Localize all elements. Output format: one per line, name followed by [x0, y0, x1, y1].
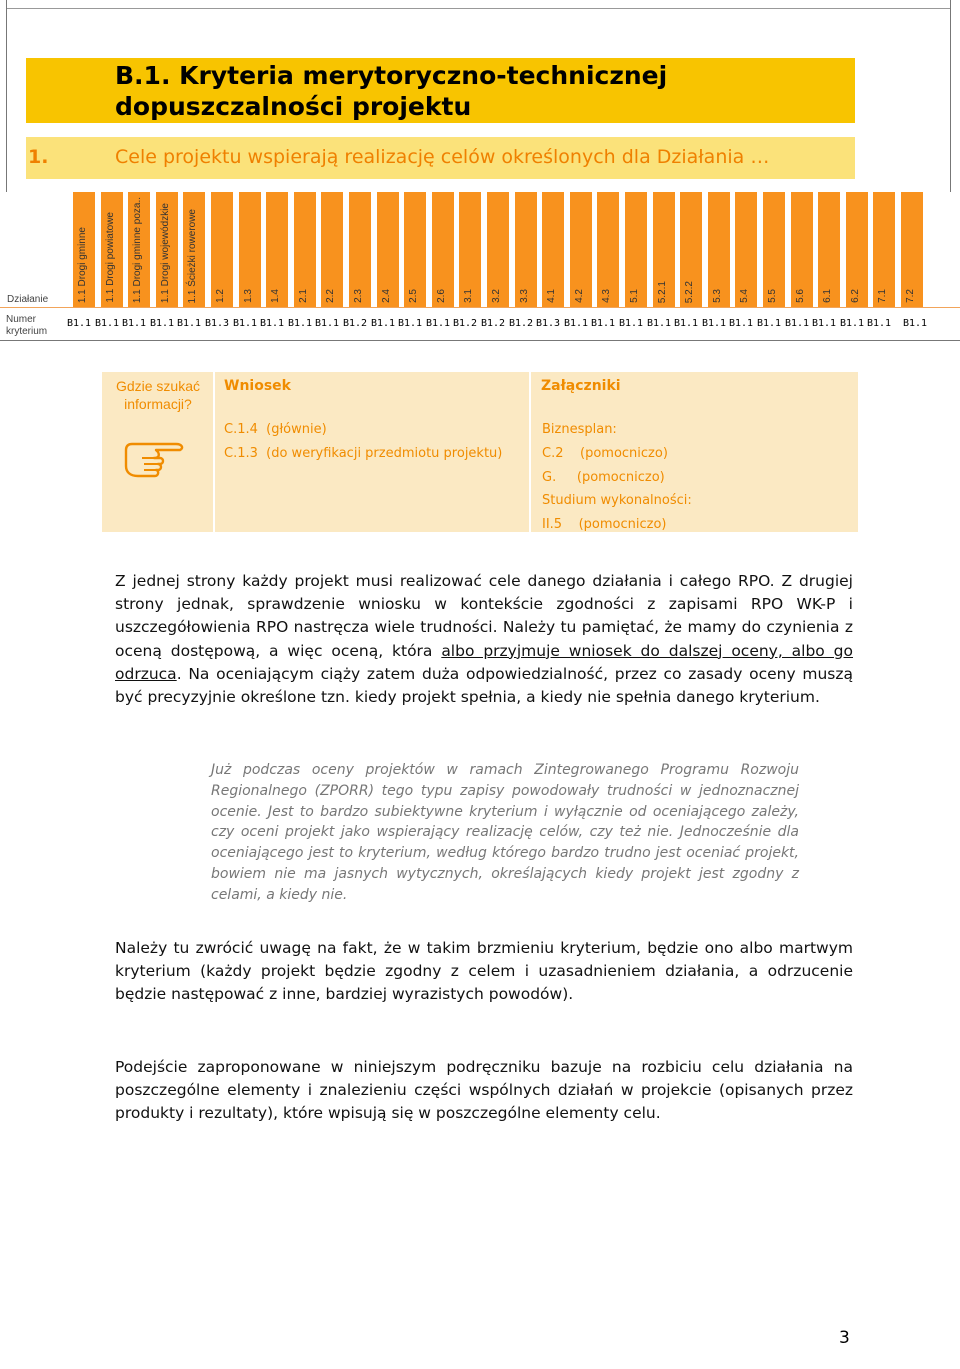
kryterium-number: B1.1	[812, 318, 837, 329]
dzialanie-column-header	[625, 192, 647, 307]
kryterium-number: B1.1	[757, 318, 782, 329]
dzialanie-label: 1.2	[215, 289, 226, 303]
dzialanie-column-header	[349, 192, 371, 307]
zalaczniki-line-3: G. (pomocniczo)	[542, 470, 665, 485]
wniosek-heading: Wniosek	[224, 378, 291, 394]
zalaczniki-line-1: Biznesplan:	[542, 422, 617, 437]
kryterium-number: B1.3	[205, 318, 230, 329]
page-title: B.1. Kryteria merytoryczno-technicznej dopuszczalności projektu	[115, 61, 668, 121]
info-question: Gdzie szukać informacji?	[115, 378, 201, 412]
dzialanie-label: 2.6	[436, 289, 447, 303]
row-label-numer-kryterium: Numer kryterium	[6, 314, 48, 337]
dzialanie-column-header	[901, 192, 923, 307]
dzialanie-label: 5.2.2	[684, 280, 695, 303]
dzialanie-label: 3.2	[491, 289, 502, 303]
dzialanie-column-header	[404, 192, 426, 307]
dzialanie-label: 4.2	[574, 289, 585, 303]
dzialanie-column-header	[680, 192, 702, 307]
page-number: 3	[839, 1328, 850, 1348]
kryterium-number: B1.1	[867, 318, 892, 329]
zalaczniki-line-2: C.2 (pomocniczo)	[542, 446, 668, 461]
dzialanie-column-header	[239, 192, 261, 307]
wniosek-line-2: C.1.3 (do weryfikacji przedmiotu projektu)	[224, 446, 503, 461]
kryterium-number: B1.1	[398, 318, 423, 329]
kryterium-number: B1.2	[453, 318, 478, 329]
dzialanie-label: 1.1 Drogi wojewódzkie	[160, 202, 171, 303]
dzialanie-label: 2.2	[325, 289, 336, 303]
dzialanie-column-header	[459, 192, 481, 307]
wniosek-line-1: C.1.4 (głównie)	[224, 422, 327, 437]
dzialanie-label: 6.1	[822, 289, 833, 303]
dzialanie-label: 2.3	[353, 289, 364, 303]
kryterium-number: B1.3	[536, 318, 561, 329]
kryterium-number: B1.1	[95, 318, 120, 329]
zalaczniki-heading: Załączniki	[541, 378, 621, 394]
dzialanie-label: 3.3	[519, 289, 530, 303]
kryterium-number: B1.1	[729, 318, 754, 329]
frame-left-border	[6, 0, 7, 192]
dzialanie-label: 1.3	[243, 289, 254, 303]
kryterium-number: B1.1	[122, 318, 147, 329]
kryterium-number: B1.1	[315, 318, 340, 329]
dzialanie-column-header	[791, 192, 813, 307]
kryterium-number: B1.1	[619, 318, 644, 329]
table-row-separator	[0, 307, 960, 308]
dzialanie-label: 1.1 Drogi powiatowe	[105, 212, 116, 303]
kryterium-number: B1.1	[150, 318, 175, 329]
frame-top-border	[6, 8, 951, 9]
dzialanie-column-header	[487, 192, 509, 307]
kryterium-number: B1.1	[785, 318, 810, 329]
zalaczniki-line-4: Studium wykonalności:	[542, 493, 692, 508]
dzialanie-column-header	[542, 192, 564, 307]
dzialanie-label: 1.1 Drogi gminne poza..	[132, 196, 143, 303]
table-bottom-border	[0, 340, 960, 341]
dzialanie-column-header	[653, 192, 675, 307]
dzialanie-label: 1.1 Drogi gminne	[77, 226, 88, 303]
dzialanie-column-header	[156, 192, 178, 307]
dzialanie-column-header	[183, 192, 205, 307]
kryterium-number: B1.2	[509, 318, 534, 329]
dzialanie-column-header	[515, 192, 537, 307]
subtitle-number: 1.	[28, 146, 49, 168]
dzialanie-label: 5.1	[629, 289, 640, 303]
paragraph-1-underlined: albo przyjmuje wniosek do dalszej oceny, albo go odrzuca	[115, 641, 853, 683]
dzialanie-column-header	[266, 192, 288, 307]
kryterium-number: B1.1	[903, 318, 928, 329]
dzialanie-column-header	[873, 192, 895, 307]
kryterium-number: B1.1	[233, 318, 258, 329]
dzialanie-label: 5.3	[712, 289, 723, 303]
dzialanie-label: 1.4	[270, 289, 281, 303]
paragraph-3: Podejście zaproponowane w niniejszym podręczniku bazuje na rozbiciu celu działania na poszczególne elementy i znalezieniu części wspólnych działań w projekcie (opisanych przez produkty i rezultaty), które wpisują się w poszczególne elementy celu.	[115, 1058, 853, 1123]
dzialanie-column-header	[211, 192, 233, 307]
kryterium-number: B1.1	[67, 318, 92, 329]
zalaczniki-line-5: II.5 (pomocniczo)	[542, 517, 667, 532]
dzialanie-column-header	[570, 192, 592, 307]
kryterium-number: B1.1	[674, 318, 699, 329]
kryterium-number: B1.1	[840, 318, 865, 329]
dzialanie-label: 2.1	[298, 289, 309, 303]
dzialanie-column-header	[101, 192, 123, 307]
paragraph-1-part-a: Z jednej strony każdy projekt musi realizować cele danego działania i całego RPO. Z drugiej strony jednak, sprawdzenie wniosku w kontekście zgodności z zapisami RPO WK-P i uszczegółowienia RPO nastręcza wiele trudności. Należy tu pamiętać, że mamy do czynienia z oceną dostępową, a więc oceną, która	[115, 572, 853, 660]
kryterium-number: B1.2	[343, 318, 368, 329]
dzialanie-label: 5.5	[767, 289, 778, 303]
kryterium-number: B1.1	[260, 318, 285, 329]
dzialanie-label: 5.4	[739, 289, 750, 303]
kryterium-number: B1.1	[371, 318, 396, 329]
dzialanie-column-header	[321, 192, 343, 307]
dzialanie-column-header	[818, 192, 840, 307]
row-label-dzialanie: Działanie	[7, 294, 49, 305]
dzialanie-column-header	[763, 192, 785, 307]
paragraph-1-part-c: . Na oceniającym ciąży zatem duża odpowiedzialność, przez co zasady oceny muszą być precyzyjnie określone tzn. kiedy projekt spełnia, a kiedy nie spełnia danego kryterium.	[115, 664, 853, 707]
dzialanie-label: 2.5	[408, 289, 419, 303]
dzialanie-column-header	[597, 192, 619, 307]
dzialanie-label: 6.2	[850, 289, 861, 303]
dzialanie-column-header	[128, 192, 150, 307]
kryterium-number: B1.1	[177, 318, 202, 329]
paragraph-2: Należy tu zwrócić uwagę na fakt, że w takim brzmieniu kryterium, będzie ono albo martwym kryterium (każdy projekt będzie zgodny z celem i uzasadnieniem działania, a odrzucenie będzie następować z inne, bardziej wyrazistych powodów).	[115, 939, 853, 1004]
frame-right-border	[950, 0, 951, 192]
dzialanie-label: 3.1	[463, 289, 474, 303]
kryterium-number: B1.1	[564, 318, 589, 329]
dzialanie-label: 5.6	[795, 289, 806, 303]
dzialanie-label: 7.1	[877, 289, 888, 303]
dzialanie-label: 7.2	[905, 289, 916, 303]
dzialanie-label: 5.2.1	[657, 280, 668, 303]
kryterium-number: B1.1	[426, 318, 451, 329]
subtitle-text: Cele projektu wspierają realizację celów określonych dla Działania …	[115, 146, 770, 168]
dzialanie-column-header	[294, 192, 316, 307]
kryterium-number: B1.1	[591, 318, 616, 329]
dzialanie-column-header	[708, 192, 730, 307]
dzialanie-column-header	[377, 192, 399, 307]
paragraph-1	[115, 570, 853, 709]
dzialanie-column-header	[846, 192, 868, 307]
dzialanie-column-header	[432, 192, 454, 307]
pointing-hand-icon	[122, 440, 190, 480]
kryterium-number: B1.1	[702, 318, 727, 329]
kryterium-number: B1.2	[481, 318, 506, 329]
dzialanie-column-header	[73, 192, 95, 307]
dzialanie-column-header	[735, 192, 757, 307]
dzialanie-label: 1.1 Ścieżki rowerowe	[187, 208, 198, 303]
kryterium-number: B1.1	[288, 318, 313, 329]
quote-block: Już podczas oceny projektów w ramach Zintegrowanego Programu Rozwoju Regionalnego (ZPORR) tego typu zapisy powodowały trudności w jednoznacznej ocenie. Jest to bardzo subiektywne kryterium i wyłącznie od oceniającego zależy, czy oceni projekt jako wspierający realizację celów, czy też nie. Jednocześnie dla oceniającego jest to kryterium, według którego bardzo trudno jest oceniać projekt, bowiem nie ma jasnych wytycznych, określających kiedy projekt jest zgodny z celami, a kiedy nie.	[211, 762, 799, 903]
dzialanie-label: 2.4	[381, 289, 392, 303]
kryterium-number: B1.1	[647, 318, 672, 329]
dzialanie-label: 4.1	[546, 289, 557, 303]
dzialanie-label: 4.3	[601, 289, 612, 303]
